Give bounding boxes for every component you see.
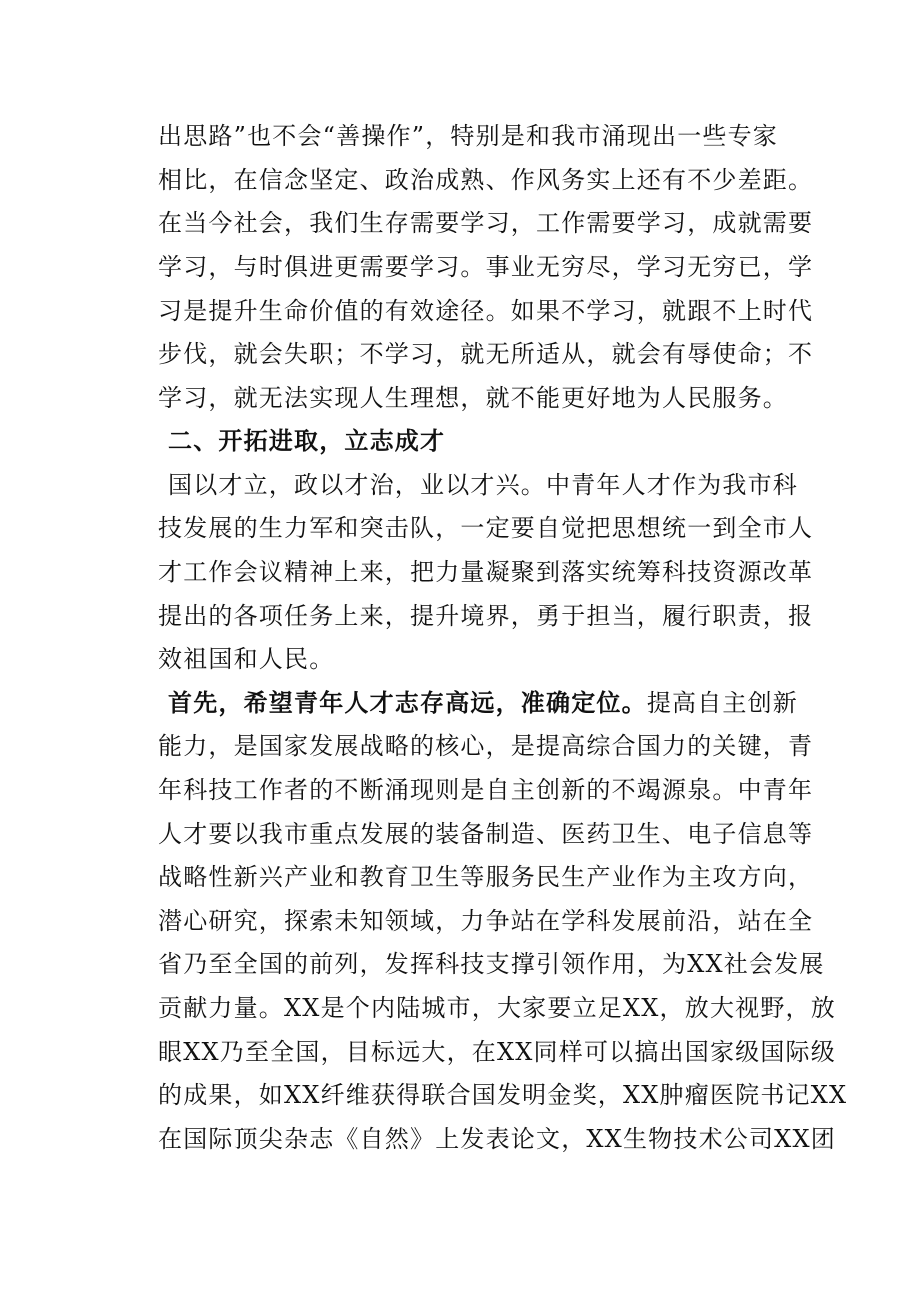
body-text-line: 才工作会议精神上来，把力量凝聚到落实统筹科技资源改革 <box>158 558 814 586</box>
body-text-line: 眼XX乃至全国，目标远大，在XX同样可以搞出国家级国际级 <box>158 1038 836 1066</box>
body-text-line: 的成果，如XX纤维获得联合国发明金奖，XX肿瘤医院书记XX <box>158 1081 848 1109</box>
body-text-line: 国以才立，政以才治，业以才兴。中青年人才作为我市科 <box>168 471 798 499</box>
body-text-line: 贡献力量。XX是个内陆城市，大家要立足XX，放大视野，放 <box>158 994 836 1022</box>
body-text-line: 出思路”也不会“善操作”，特别是和我市涌现出一些专家 <box>158 122 779 150</box>
body-text-line: 提出的各项任务上来，提升境界，勇于担当，履行职责，报 <box>158 602 814 630</box>
body-text-line <box>168 687 799 719</box>
body-text-line: 在当今社会，我们生存需要学习，工作需要学习，成就需要 <box>158 209 814 237</box>
body-text-line: 年科技工作者的不断涌现则是自主创新的不竭源泉。中青年 <box>158 776 814 804</box>
body-text-line: 学习，就无法实现人生理想，就不能更好地为人民服务。 <box>158 384 788 412</box>
lead-sentence-rest: 提高自主创新 <box>646 689 799 717</box>
body-text-line: 潜心研究，探索未知领域，力争站在学科发展前沿，站在全 <box>158 907 814 935</box>
body-text-line: 习是提升生命价值的有效途径。如果不学习，就跟不上时代 <box>158 297 814 325</box>
body-text-line: 战略性新兴产业和教育卫生等服务民生产业作为主攻方向， <box>158 863 814 891</box>
body-text-line: 人才要以我市重点发展的装备制造、医药卫生、电子信息等 <box>158 820 814 848</box>
body-text-line: 在国际顶尖杂志《自然》上发表论文，XX生物技术公司XX团 <box>158 1125 836 1153</box>
body-text-line: 技发展的生力军和突击队，一定要自觉把思想统一到全市人 <box>158 514 814 542</box>
section-heading: 二、开拓进取，立志成才 <box>168 427 446 455</box>
body-text-line: 学习，与时俱进更需要学习。事业无穷尽，学习无穷已，学 <box>158 253 814 281</box>
body-text-line: 省乃至全国的前列，发挥科技支撑引领作用，为XX社会发展 <box>158 950 825 978</box>
body-text-line: 效祖国和人民。 <box>158 645 335 673</box>
body-text-line: 步伐，就会失职；不学习，就无所适从，就会有辱使命；不 <box>158 340 814 368</box>
lead-sentence-bold: 首先，希望青年人才志存高远，准确定位。 <box>168 688 647 717</box>
body-text-line: 相比，在信念坚定、政治成熟、作风务实上还有不少差距。 <box>158 166 814 194</box>
body-text-line: 能力，是国家发展战略的核心，是提高综合国力的关键，青 <box>158 732 814 760</box>
